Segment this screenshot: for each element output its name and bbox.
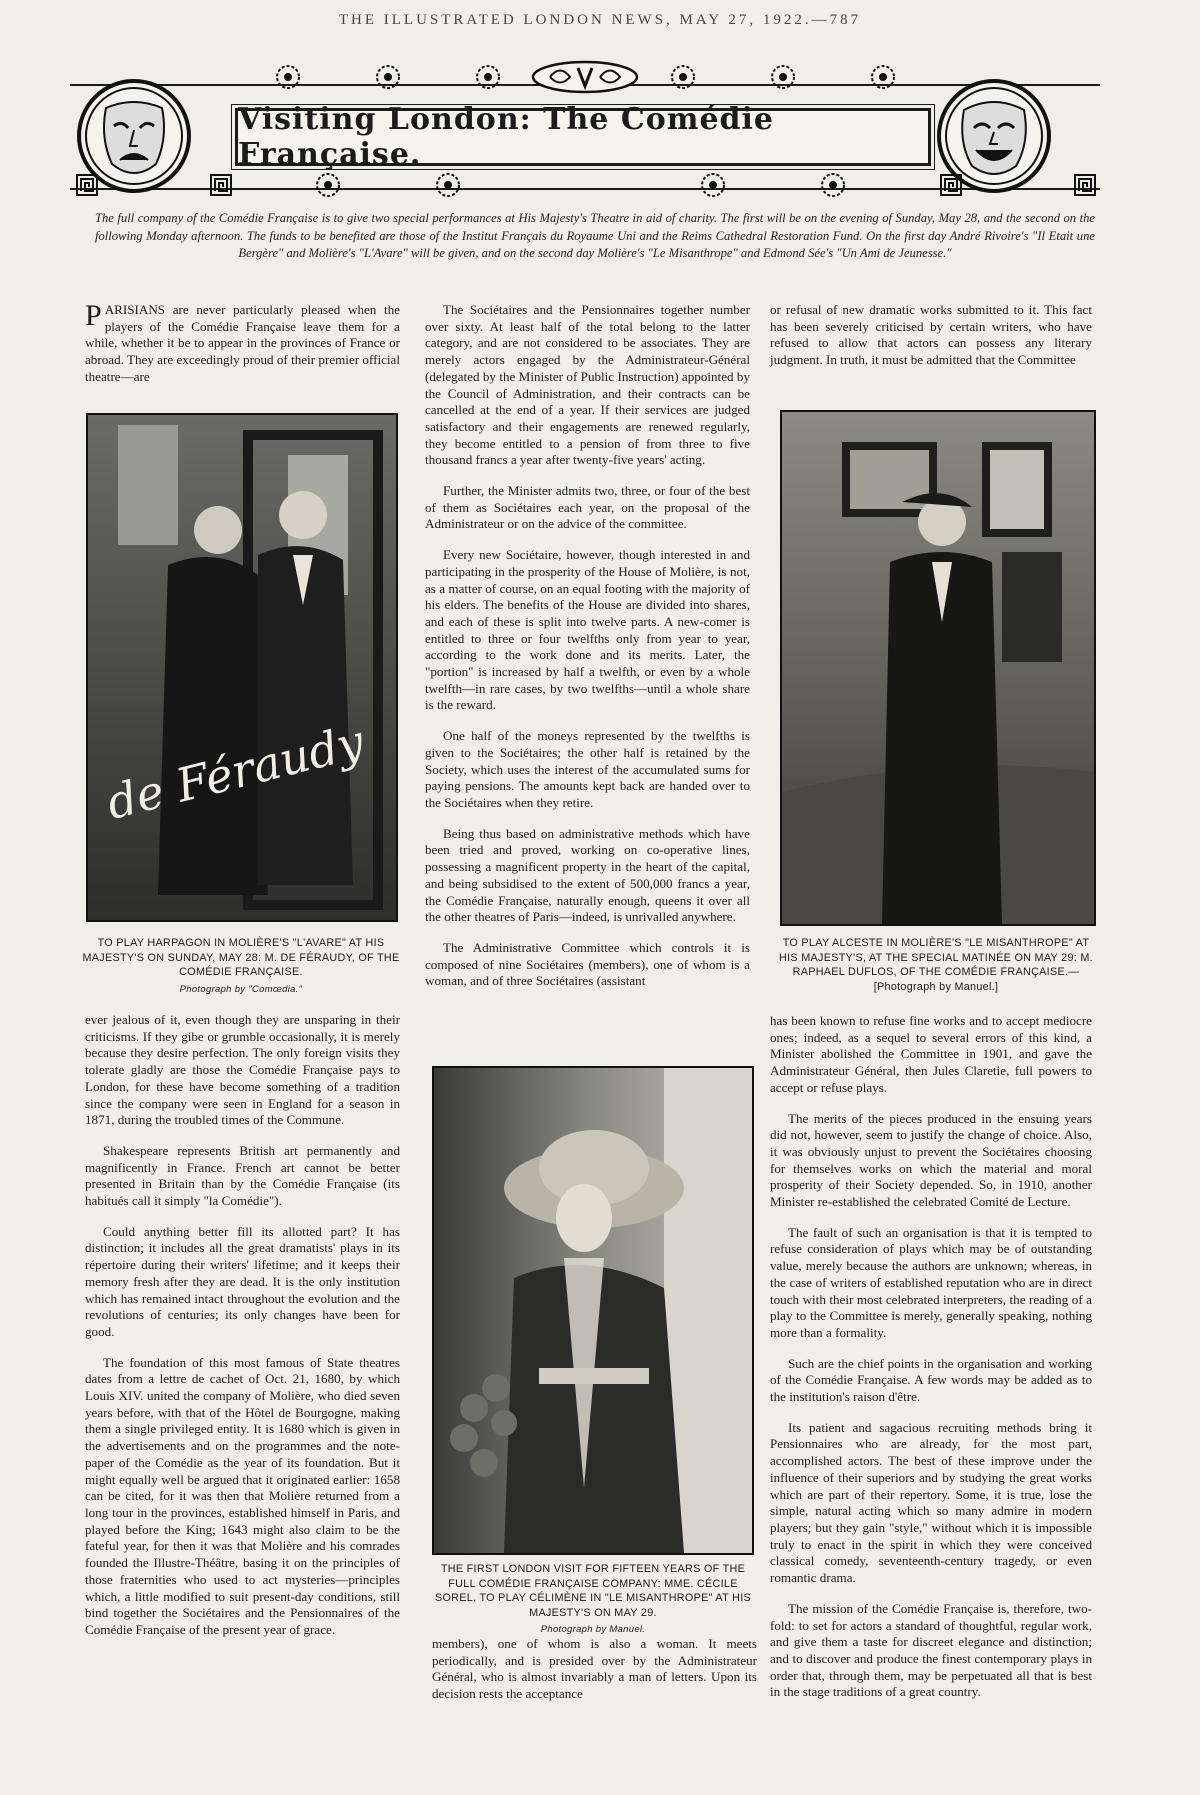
paragraph: The mission of the Comédie Française is, therefore, two-fold: to set for actors a standard of thoughtful, regular work, and give them a taste for discreet elegance and distinction; and to discover and produce the finest contemporary plays in order that, through them, may be perpetuated all that is best in the stage traditions of a great country. [770, 1600, 1092, 1700]
greek-key-icon [940, 174, 962, 196]
greek-key-icon [76, 174, 98, 196]
paragraph: The fault of such an organisation is that it is tempted to refuse consideration of plays which may be of outstanding value, merely because the authors are unknown; whereas, in the case of writers of established reputation who are in direct touch with their most celebrated interpreters, the reading of a play to the Committee is merely, generally speaking, nothing more than a formality. [770, 1224, 1092, 1340]
greek-key-icon [210, 174, 232, 196]
rosette-icon [375, 64, 401, 90]
paragraph: Its patient and sagacious recruiting methods bring it Pensionnaires who are already, for the most part, accomplished actors. The best of these improve under the influence of their superiors and by studying the great works which are part of their repertory. Some, it is true, lose the simple, natural acting which so many admire in modern players; but they gain "style," without which it is impossible truly to enact in the spirit in which they were conceived classical comedy, seventeenth-century tragedy, or even romantic drama. [770, 1419, 1092, 1586]
column-1-top [85, 299, 400, 400]
intro-paragraph: The full company of the Comédie Française is to give two special performances at His Majesty's Theatre in aid of charity. The first will be on the evening of Sunday, May 28, and the second on the following Monday afternoon. The funds to be benefited are those of the Institut Français du Royaume Uni and the Reims Cathedral Restoration Fund. On the first day André Rivoire's "Il Etait une Bergère" and Molière's "L'Avare" will be given, and on the second day Molière's "Le Misanthrope" and Edmond Sée's "Un Ami de Jeunesse." [95, 211, 1095, 260]
title-banner [70, 60, 1100, 200]
photo-image [88, 415, 396, 920]
rosette-icon [770, 64, 796, 90]
column-3-bottom [770, 1013, 1092, 1715]
rosette-icon [670, 64, 696, 90]
paragraph: One half of the moneys represented by the twelfths is given to the Sociétaires; the other half is retained by the Society, which uses the interest of the accumulated sums for paying pensions. The amounts kept back are handed over to the Sociétaires when they retire. [425, 728, 750, 810]
caption-left [82, 936, 400, 997]
paragraph: Could anything better fill its allotted part? It has distinction; it includes all the great dramatists' plays in its répertoire during their writers' lifetime; and it keeps their memory fresh after they are dead. It is the only institution which has remained intact throughout the evolution and the revolutions of centuries; its only changes have been for good. [85, 1223, 400, 1339]
caption-text: THE FIRST LONDON VISIT FOR FIFTEEN YEARS OF THE FULL COMÉDIE FRANÇAISE COMPANY: MME. CÉCILE SOREL, TO PLAY CÉLIMÈNE IN "LE MISANTHROPE" AT HIS MAJESTY'S ON MAY 29. [434, 1563, 752, 1619]
greek-key-icon [1074, 174, 1096, 196]
paragraph: The foundation of this most famous of State theatres dates from a lettre de cachet of Oct. 21, 1680, by which Louis XIV. united the company of Molière, who died seven years before, with that of the Hôtel de Bourgogne, making them a single privileged entity. It is 1680 which is given in the advertisements and on the programmes and the note-paper of the Comédie as the year of its foundation. But it might equally well be argued that it originated earlier: 1658 can be cited, for it was then that Molière returned from a long tour in the provinces, established himself in Paris, and played before the King; 1643 might also claim to be the fateful year, for then it was that Molière and his comrades founded the Illustre-Théâtre, basing it on the principles of those fraternities who used to act mysteries—principles which, a little modified to suit present-day conditions, still bind together the Sociétaires and the Pensionnaires of the Comédie Française of the present year of grace. [85, 1354, 400, 1637]
paragraph: Every new Sociétaire, however, though interested in and participating in the prosperity of the House of Molière, is not, as a matter of course, on an equal footing with the majority of his elders. The benefits of the House are divided into shares, and each of these is split into twelve parts. A new-comer is entitled to three or four twelfths only from year to year, according to the work done and its merits. Later, the "portion" is increased by half a twelfth, or even by a whole twelfth—in rare cases, by two twelfths—until a whole share is the reward. [425, 547, 750, 713]
paragraph: Further, the Minister admits two, three, or four of the best of them as Sociétaires each year, on the proposal of the Administrateur or on the advice of the committee. [425, 483, 750, 532]
column-2-top [425, 302, 750, 1004]
title-box [235, 102, 931, 172]
caption-center [428, 1562, 758, 1638]
paragraph: members), one of whom is also a woman. It meets periodically, and is presided over by the Administrateur Général, who is almost invariably a man of letters. Upon its decision rests the acceptance [432, 1636, 757, 1702]
rosette-icon [700, 172, 726, 198]
photo-credit: Photograph by "Comœdia." [179, 983, 303, 995]
paragraph: The Administrative Committee which controls it is composed of nine Sociétaires (members), one of whom is a woman, and of three Sociétaires (assistant [425, 939, 750, 989]
photo-raphael-duflos [780, 410, 1096, 926]
paragraph: Shakespeare represents British art permanently and magnificently in France. French art cannot be better presented in Britain than by the Comédie Française (its habitués call it simply "la Comédie"). [85, 1142, 400, 1209]
photo-image [782, 412, 1094, 924]
rosette-icon [315, 172, 341, 198]
photo-credit: Photograph by Manuel. [540, 1624, 646, 1635]
photo-cecile-sorel [432, 1066, 754, 1555]
column-3-top [770, 302, 1092, 383]
paragraph: has been known to refuse fine works and to accept mediocre ones; indeed, as a sequel to several errors of this kind, a Minister abolished the Committee in 1901, and gave the Administrateur Général, then Jules Claretie, full powers to accept or refuse plays. [770, 1013, 1092, 1095]
paragraph: Such are the chief points in the organisation and working of the Comédie Française. A few words may be added as to the institution's raison d'être. [770, 1355, 1092, 1405]
running-head: THE ILLUSTRATED LONDON NEWS, MAY 27, 1922.—787 [338, 12, 862, 28]
paragraph: or refusal of new dramatic works submitted to it. This fact has been severely criticised by certain writers, who have refused to allow that actors can possess any literary judgment. In truth, it must be admitted that the Committee [770, 302, 1092, 368]
page-title: Visiting London: The Comédie Française. [238, 102, 774, 172]
rosette-icon [475, 64, 501, 90]
column-1-bottom [85, 1012, 400, 1653]
caption-text: TO PLAY HARPAGON IN MOLIÈRE'S "L'AVARE" AT HIS MAJESTY'S ON SUNDAY, MAY 28: M. DE FÉRAUDY, OF THE COMÉDIE FRANÇAISE. [82, 937, 400, 978]
drop-cap: P [85, 299, 102, 332]
rosette-icon [820, 172, 846, 198]
rosette-icon [275, 64, 301, 90]
photo-de-feraudy [86, 413, 398, 922]
paragraph [85, 299, 400, 386]
rosette-icon [870, 64, 896, 90]
paragraph: ever jealous of it, even though they are unsparing in their criticisms. If they gibe or grumble occasionally, it is merely because they desire perfection. The only foreign visits they tolerate gladly are those the Comédie Française pays to London, for these have become something of a tradition since the company were seen in England for a season in 1871, during the troubled times of the Commune. [85, 1012, 400, 1128]
rosette-icon [435, 172, 461, 198]
column-2-bottom [432, 1636, 757, 1717]
paragraph: The merits of the pieces produced in the ensuing years did not, however, seem to justify the change of choice. Also, it was obviously unjust to prevent the Sociétaires choosing for themselves works on which the material and moral prosperity of their Society depended. So, in 1910, another Minister re-established the celebrated Comité de Lecture. [770, 1110, 1092, 1210]
paragraph-text: ARISIANS are never particularly pleased when the players of the Comédie Française leave them for a while, whether it be to appear in the provinces of France or abroad. They are exceedingly proud of their premier official theatre—are [85, 302, 400, 384]
autograph-signature: de Féraudy [101, 714, 370, 830]
lyre-ornament-icon [530, 60, 640, 94]
paragraph: Being thus based on administrative methods which have been tried and proved, working on co-operative lines, possessing a magnificent property in the heart of the capital, and being subsidised to the extent of 500,000 francs a year, the Comédie Française, naturally enough, queens it over all the other theatres of Paris—indeed, is unrivalled anywhere. [425, 825, 750, 925]
paragraph: The Sociétaires and the Pensionnaires together number over sixty. At least half of the total belong to the latter category, and are not considered to be associates. They are merely actors engaged by the Administrateur-Général (delegated by the Minister of Public Instruction) appointed by the Council of Administration, and their contracts can be cancelled at the end of a year. If their services are judged satisfactory and their engagements are renewed regularly, they become entitled to a pension of from three to five thousand francs a year after twenty-five years' acting. [425, 302, 750, 468]
photo-image [434, 1068, 752, 1553]
caption-right: TO PLAY ALCESTE IN MOLIÈRE'S "LE MISANTHROPE" AT HIS MAJESTY'S, AT THE SPECIAL MATINÉE ON MAY 29: M. RAPHAEL DUFLOS, OF THE COMÉDIE FRANÇAISE.—[Photograph by Manuel.] [779, 937, 1093, 993]
